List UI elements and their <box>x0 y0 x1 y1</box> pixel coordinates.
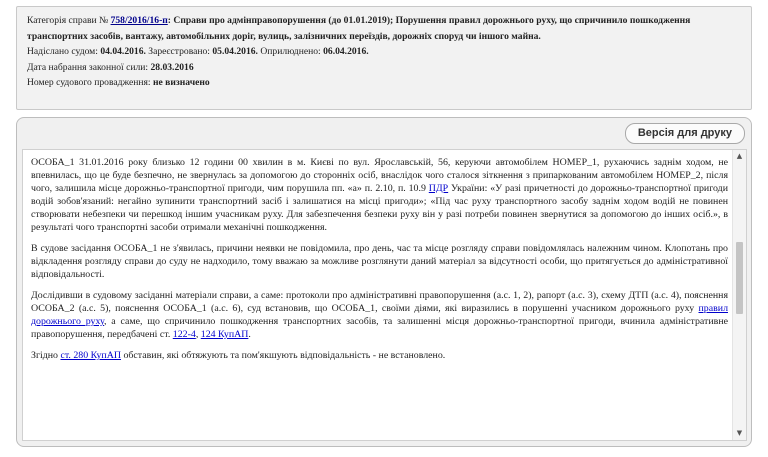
paragraph-2: В судове засідання ОСОБА_1 не з'явилась, причини неявки не повідомила, про день, час та місце розгляду справи повідомлялась належним чином. Клопотань про відкладення розгляду справи до суду не надходило, тому вважаю за можливе розглянути даний матеріал за відсутності особи, що притягується до адміністративної відповідальності. <box>31 243 728 280</box>
registered-date: 05.04.2016. <box>212 46 258 58</box>
p3-text: Дослідивши в судовому засіданні матеріали справи, а саме: протоколи про адміністративні правопорушення (а.с. 1, 2), рапорт (а.с. 3), схему ДТП (а.с. 4), пояснення ОСОБА_2 (а.с. 5), пояснення ОСОБА_1 (а.с. 6), суд встановив, що ОСОБА_1, своїми діями, які виразились в порушенні учасником дорожнього руху <box>31 290 728 314</box>
p1-text: ОСОБА_1 31.01.2016 року близько 12 години 00 хвилин в м. Києві по вул. Ярославській, 56, керуючи автомобілем НОМЕР_1, рухаючись заднім ходом, не впевнилась, що це буде безпечно, не звернулась за допомогою до сторонніх осіб, внаслідок чого сталося зіткнення з припаркованим автомобілем НОМЕР_2, після чого, залишила місце дорожньо-транспортної пригоди, чим порушила пп. «а» п. 2.10, п. 10.9 <box>31 157 728 194</box>
article-280-link[interactable]: ст. 280 КупАП <box>60 350 121 361</box>
sent-label: Надіслано судом: <box>27 46 101 58</box>
paragraph-1 <box>31 156 728 234</box>
pdr-link[interactable]: ПДР <box>428 183 449 194</box>
document-panel <box>16 117 752 447</box>
case-category <box>27 13 741 44</box>
category-label: Категорія справи № <box>27 15 111 26</box>
case-proceeding <box>27 75 741 91</box>
scrollbar-thumb[interactable] <box>736 242 743 314</box>
case-effective <box>27 60 741 76</box>
p3-text-3: , <box>195 329 201 340</box>
p1-text-2: України: «У разі причетності до дорожньо-транспортної пригоди водій зобов'язаний: негайно зупинити транспортний засіб і залишатися на місці пригоди»; «Під час руху транспортного засобу заднім ходом водій не повинен створювати небезпеки чи перешкод іншим учасникам руху. Для забезпечення безпеки руху він у разі потреби повинен звернутися за допомогою до інших осіб.», в результаті чого транспортні засоби отримали механічні пошкодження. <box>31 183 728 233</box>
case-info-panel <box>16 6 752 110</box>
category-text: Справи про адмінправопорушення (до 01.01.2019); Порушення правил дорожнього руху, що спричинило пошкодження транспортних засобів, вантажу, автомобільних доріг, вулиць, залізничних переїздів, дорожніх споруд чи іншого майна. <box>27 15 691 42</box>
article-122-4-link[interactable]: 122-4 <box>172 329 196 340</box>
registered-label: Зареєстровано: <box>145 46 213 58</box>
article-124-link[interactable]: 124 КупАП <box>200 329 249 340</box>
case-number-link[interactable]: 758/2016/16-п <box>110 15 168 26</box>
p3-text-4: . <box>248 329 251 340</box>
proceeding-label: Номер судового провадження: <box>27 77 153 89</box>
print-version-button[interactable]: Версія для друку <box>625 123 745 144</box>
p4-text: Згідно <box>31 350 61 361</box>
effective-label: Дата набрання законної сили: <box>27 61 151 73</box>
document-text <box>31 156 728 370</box>
proceeding-value: не визначено <box>153 77 210 89</box>
published-date: 06.04.2016. <box>323 46 369 58</box>
p4-text-2: обставин, які обтяжують та пом'якшують відповідальність - не встановлено. <box>120 350 446 361</box>
sent-date: 04.04.2016. <box>100 46 146 58</box>
traffic-rules-link[interactable]: правил дорожнього руху <box>31 303 728 327</box>
p3-text-2: , а саме, що спричинило пошкодження транспортних засобів, та залишенні місця дорожньо-транспортної пригоди, вчинила адміністративне правопорушення, передбачені ст. <box>31 316 728 340</box>
case-dates <box>27 44 741 60</box>
document-text-area[interactable] <box>22 149 747 441</box>
paragraph-3 <box>31 289 728 341</box>
paragraph-4 <box>31 349 728 362</box>
scroll-down-arrow-icon[interactable]: ▼ <box>736 429 743 437</box>
effective-date: 28.03.2016 <box>150 61 194 73</box>
category-separator: : <box>167 15 174 26</box>
vertical-scrollbar[interactable] <box>732 150 746 440</box>
scroll-up-arrow-icon[interactable]: ▲ <box>736 152 743 160</box>
published-label: Оприлюднено: <box>257 46 324 58</box>
